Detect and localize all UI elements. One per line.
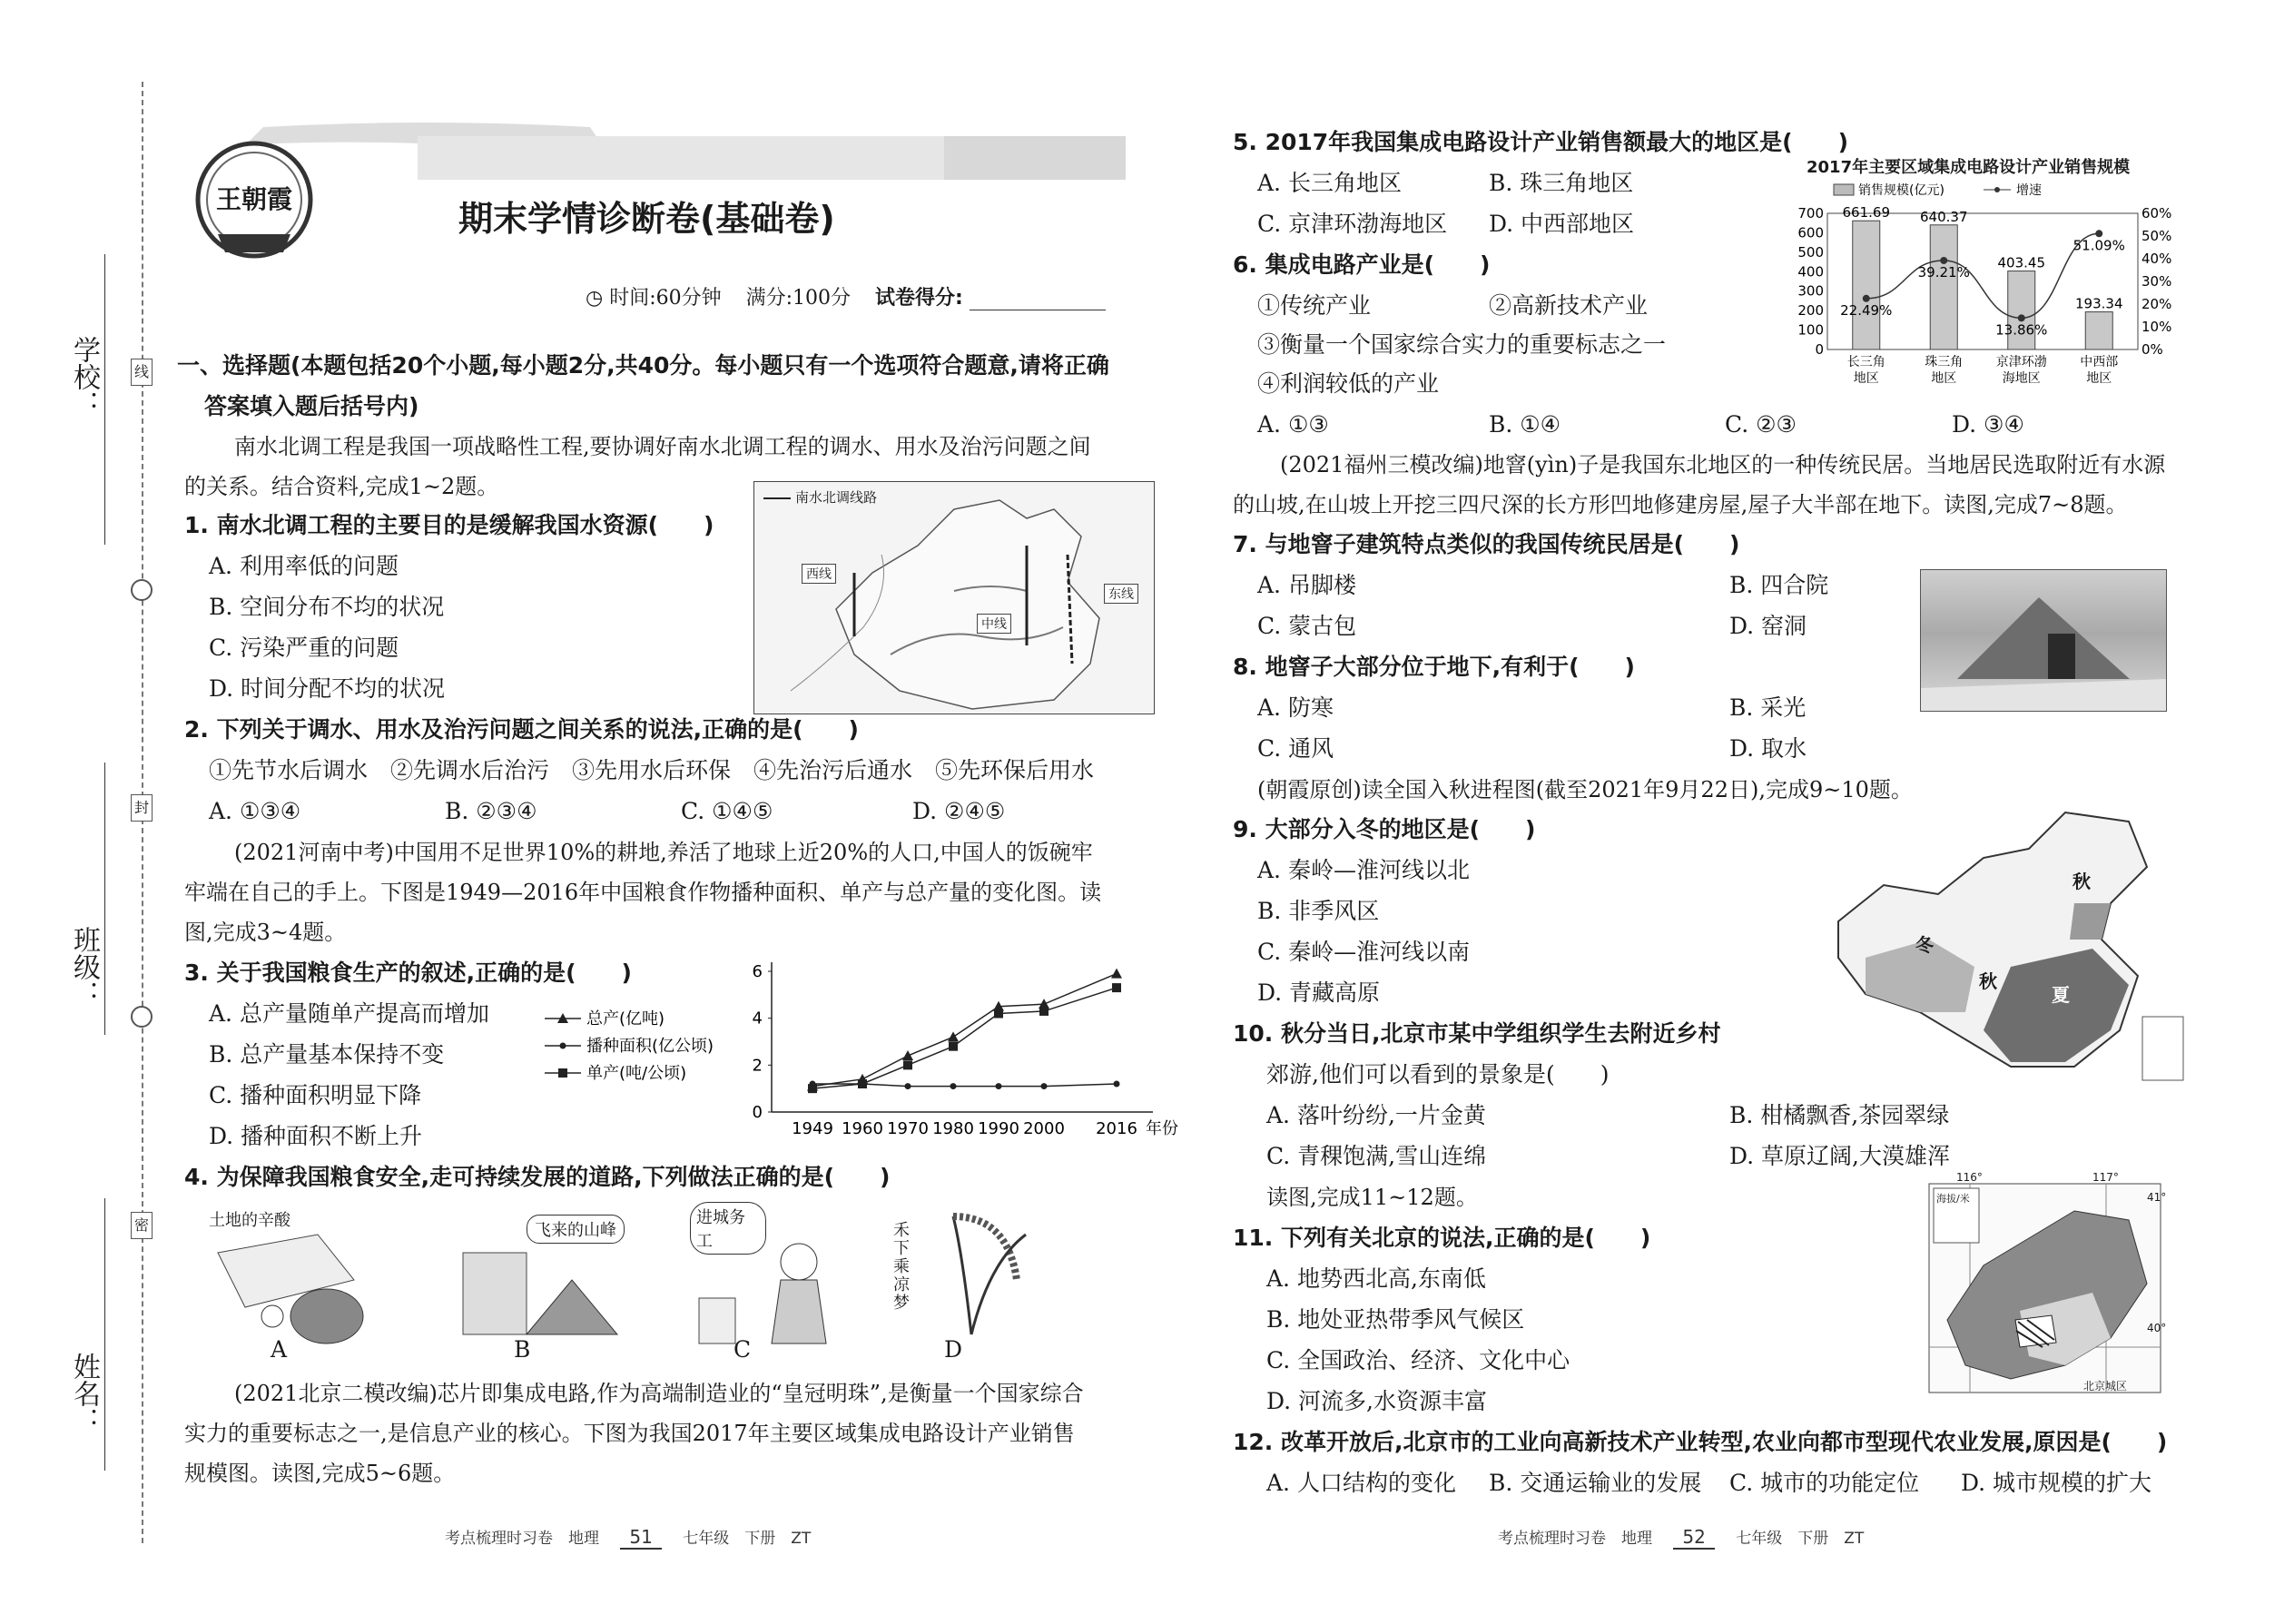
x-tick-label: 1970 [887,1119,929,1138]
map1-east-label: 东线 [1104,584,1138,604]
cartoon-c-drawing [690,1216,871,1353]
q12-stem: 12. 改革开放后,北京市的工业向高新技术产业转型,农业向都市型现代农业发展,原因是( ) [1233,1429,2168,1455]
map1-title: 南水北调线路 [795,489,878,506]
q5-option-d[interactable]: D. 中西部地区 [1489,211,1635,237]
q10-option-b[interactable]: B. 柑橘飘香,茶园翠绿 [1729,1102,1950,1128]
legend-line-label: 增速 [2016,183,2042,198]
category-label-1: 京津环渤 [1995,355,2047,369]
q2-items: ①先节水后调水 ②先调水后治污 ③先用水后环保 ④先治污后通水 ⑤先环保后用水 [209,757,1095,783]
q10-option-d[interactable]: D. 草原辽阔,大漠雄浑 [1729,1143,1950,1169]
category-label-1: 中西部 [2080,355,2119,369]
q3-option-b[interactable]: B. 总产量基本保持不变 [209,1041,445,1068]
y-tick-label: 2 [752,1056,763,1076]
q1-stem [184,506,714,546]
category-label-2: 地区 [2086,371,2112,386]
class-label: 班级： [68,926,100,1008]
q1-option-b[interactable]: B. 空间分布不均的状况 [209,594,445,620]
left-tick-label: 500 [1797,243,1824,261]
school-blank[interactable] [104,254,105,545]
q6-stem: 6. 集成电路产业是( ) [1233,251,1491,278]
y-tick-label: 4 [752,1009,763,1029]
map3-lat-41: 41° [2147,1191,2167,1204]
cartoon-d-drawing [890,1198,1053,1343]
q3-option-c[interactable]: C. 播种面积明显下降 [209,1082,422,1108]
cartoon-b-bubble: 飞来的山峰 [527,1215,625,1244]
growth-point [1863,295,1870,302]
growth-label: 51.09% [2072,237,2125,254]
point-dot [950,1083,957,1089]
score-input[interactable] [970,290,1106,310]
q3-stem: 3. 关于我国粮食生产的叙述,正确的是( ) [184,960,632,986]
class-blank[interactable] [104,763,105,1035]
legend-marker [560,1043,566,1049]
q4-stem: 4. 为保障我国粮食安全,走可持续发展的道路,下列做法正确的是( ) [184,1164,891,1190]
q6-option-d[interactable]: D. ③④ [1952,411,2024,438]
q12-option-c[interactable]: C. 城市的功能定位 [1729,1470,1920,1496]
sales-bar [2085,312,2112,349]
q8-option-a[interactable]: A. 防寒 [1257,694,1334,721]
x-tick-label: 1980 [932,1119,974,1138]
footer-right-book: 考点梳理时习卷 地理 [1498,1530,1652,1548]
china-autumn-map [1829,803,2188,1085]
q12-option-a[interactable]: A. 人口结构的变化 [1266,1470,1456,1496]
logo-text: 王朝霞 [215,184,292,214]
map1-west-label: 西线 [802,564,836,584]
sales-bar [1853,221,1880,349]
q9-option-a[interactable]: A. 秦岭—淮河线以北 [1257,857,1470,883]
binding-hole-2 [131,1006,153,1028]
footer-left-grade: 七年级 下册 ZT [683,1530,812,1548]
legend-label: 播种面积(亿公顷) [586,1037,714,1056]
point-square [903,1060,912,1069]
y-tick-label: 6 [752,962,763,981]
point-dot [996,1083,1002,1089]
q6-item-4: ④利润较低的产业 [1257,370,1440,397]
q8-option-c[interactable]: C. 通风 [1257,735,1334,762]
q1-option-c[interactable]: C. 污染严重的问题 [209,635,399,661]
legend-marker [558,1068,567,1078]
q4-option-a[interactable]: A [271,1336,288,1363]
map3-lon-117: 117° [2092,1171,2119,1184]
seal-mark [131,794,153,822]
point-square [858,1079,867,1088]
line-mark [131,359,153,386]
intro1-line2: 的关系。结合资料,完成1~2题。 [184,474,499,499]
series-line-0 [812,974,1117,1087]
school-label: 学校： [68,336,100,418]
q12-option-b[interactable]: B. 交通运输业的发展 [1489,1470,1702,1496]
category-label-2: 地区 [1931,371,1957,386]
growth-label: 22.49% [1840,301,1893,319]
q11-option-c[interactable]: C. 全国政治、经济、文化中心 [1266,1347,1570,1373]
q4-option-d[interactable]: D [944,1336,963,1363]
beijing-map [1929,1171,2170,1407]
left-tick-label: 200 [1797,302,1824,320]
q11-option-b[interactable]: B. 地处亚热带季风气候区 [1266,1306,1525,1333]
map-drawing [754,482,1154,714]
footer-left-book: 考点梳理时习卷 地理 [445,1530,599,1548]
q9-option-d[interactable]: D. 青藏高原 [1257,979,1381,1006]
q9-option-b[interactable]: B. 非季风区 [1257,898,1380,924]
growth-point [2018,314,2025,321]
q2-option-d[interactable]: D. ②④⑤ [912,798,1006,824]
q5-option-b[interactable]: B. 珠三角地区 [1489,170,1634,196]
right-tick-label: 50% [2141,228,2172,244]
growth-point [1940,257,1947,264]
close-mark [131,1212,153,1239]
q6-option-b[interactable]: B. ①④ [1489,411,1561,438]
q6-option-a[interactable]: A. ①③ [1257,411,1329,438]
x-tick-label: 1949 [792,1119,833,1138]
footer-right [1498,1525,1864,1550]
exam-meta [586,282,1106,310]
point-dot [905,1083,911,1089]
beijing-map-drawing [1929,1184,2170,1420]
map2-summer: 夏 [2052,984,2070,1006]
intro3-line3: 规模图。读图,完成5~6题。 [184,1461,456,1486]
growth-line [1866,233,2100,318]
grain-production-chart [545,953,1178,1162]
sales-label: 403.45 [1997,254,2045,271]
intro3-line1: (2021北京二模改编)芯片即集成电路,作为高端制造业的“皇冠明珠”,是衡量一个国家综合 [234,1381,1084,1406]
q5-stem: 5. 2017年我国集成电路设计产业销售额最大的地区是( ) [1233,129,1849,155]
full-score: 满分:100分 [745,287,852,310]
map1-middle-label: 中线 [977,614,1011,634]
name-blank[interactable] [104,1198,105,1471]
q1-stem-text: 1. 南水北调工程的主要目的是缓解我国水资源( ) [184,512,714,538]
left-tick-label: 100 [1797,321,1824,339]
q7-option-d[interactable]: D. 窑洞 [1729,613,1807,639]
cartoon-b[interactable] [445,1207,645,1353]
left-tick-label: 300 [1797,282,1824,300]
q10-stem: 10. 秋分当日,北京市某中学组织学生去附近乡村 [1233,1020,1721,1047]
right-tick-label: 30% [2141,273,2172,290]
footer-right-grade: 七年级 下册 ZT [1736,1530,1865,1548]
q10-stem-2: 郊游,他们可以看到的景象是( ) [1266,1061,1610,1088]
map3-urban-legend: 北京城区 [2083,1380,2128,1393]
y-tick-label: 0 [752,1103,763,1122]
point-square [1039,1007,1049,1016]
q3-option-a[interactable]: A. 总产量随单产提高而增加 [209,1000,489,1027]
score-label: 试卷得分: [875,287,963,310]
close-mark-text: 密 [133,1216,149,1234]
legend-line-dot [1994,187,2000,192]
q5-option-a[interactable]: A. 长三角地区 [1257,170,1402,196]
point-triangle [902,1050,913,1060]
map3-lat-40: 40° [2147,1322,2167,1334]
point-dot [1114,1081,1120,1088]
binding-hole-1 [131,579,153,601]
intro2-line2: 牢端在自己的手上。下图是1949—2016年中国粮食作物播种面积、单产与总产量的变化图。读 [184,880,1102,905]
point-square [994,1009,1003,1019]
right-tick-label: 10% [2141,319,2172,335]
growth-point [2095,230,2102,237]
legend-bar-label: 销售规模(亿元) [1858,183,1944,198]
q6-item-2: ②高新技术产业 [1489,292,1649,319]
q7-option-a[interactable]: A. 吊脚楼 [1257,572,1356,598]
map2-autumn-south: 秋 [1979,970,1997,992]
intro4-line2: 的山坡,在山坡上开挖三四尺深的长方形凹地修建房屋,屋子大半部在地下。读图,完成7~8题。 [1233,492,2128,517]
q2-option-a[interactable]: A. ①③④ [209,798,301,824]
map2-autumn-north: 秋 [2072,871,2091,892]
category-label-1: 珠三角 [1925,355,1964,369]
q2-option-c[interactable]: C. ①④⑤ [681,798,773,824]
section1-heading-2: 答案填入题后括号内) [204,393,419,419]
series-line-2 [812,988,1117,1088]
category-label-1: 长三角 [1846,355,1885,369]
seal-mark-text: 封 [133,799,149,816]
intro1-line1: 南水北调工程是我国一项战略性工程,要协调好南水北调工程的调水、用水及治污问题之间 [234,434,1091,459]
q11-option-d[interactable]: D. 河流多,水资源丰富 [1266,1388,1487,1414]
left-tick-label: 400 [1797,263,1824,281]
section1-heading: 一、选择题(本题包括20个小题,每小题2分,共40分。每小题只有一个选项符合题意,请将正确 [177,352,1109,379]
q6-item-3: ③衡量一个国家综合实力的重要标志之一 [1257,331,1667,358]
q3-option-d[interactable]: D. 播种面积不断上升 [209,1123,423,1149]
footer-left-page: 51 [620,1526,661,1550]
right-tick-label: 0% [2141,341,2163,358]
growth-label: 39.21% [1917,263,1970,281]
page-title: 期末学情诊断卷(基础卷) [458,199,835,239]
cartoon-d-caption: 禾下乘凉梦 [893,1221,910,1313]
right-tick-label: 40% [2141,251,2172,267]
sales-label: 640.37 [1920,208,1968,225]
q11-option-a[interactable]: A. 地势西北高,东南低 [1266,1265,1486,1292]
footer-left [445,1525,811,1550]
q6-option-c[interactable]: C. ②③ [1725,411,1797,438]
name-label: 姓名： [68,1353,100,1434]
intro2-line1: (2021河南中考)中国用不足世界10%的耕地,养活了地球上近20%的人口,中国人的饭碗牢 [234,840,1093,865]
left-tick-label: 700 [1797,205,1824,221]
right-tick-label: 60% [2141,205,2172,221]
point-dot [1041,1083,1048,1089]
q8-stem: 8. 地窨子大部分位于地下,有利于( ) [1233,654,1635,680]
legend-label: 单产(吨/公顷) [586,1064,687,1083]
map3-legend-title: 海拔/米 [1936,1193,1970,1205]
q2-option-b[interactable]: B. ②③④ [445,798,537,824]
q4-option-b[interactable]: B [514,1336,531,1363]
cartoon-a-caption: 土地的辛酸 [209,1211,290,1230]
q4-option-c[interactable]: C [733,1336,752,1363]
right-tick-label: 20% [2141,296,2172,312]
sales-label: 193.34 [2075,295,2123,312]
q11-stem: 11. 下列有关北京的说法,正确的是( ) [1233,1225,1651,1251]
q8-option-d[interactable]: D. 取水 [1729,735,1807,762]
intro4-line1: (2021福州三模改编)地窨(yìn)子是我国东北地区的一种传统民居。当地居民选取附近有水源 [1280,452,2166,477]
cartoon-c[interactable] [690,1198,871,1353]
intro2-line3: 图,完成3~4题。 [184,920,347,945]
water-diversion-map [753,481,1155,714]
q12-option-d[interactable]: D. 城市规模的扩大 [1961,1470,2152,1496]
x-tick-label: 2000 [1023,1119,1065,1138]
cartoon-b-drawing [445,1225,645,1353]
x-tick-label: 1990 [978,1119,1019,1138]
q1-option-d[interactable]: D. 时间分配不均的状况 [209,675,446,702]
q1-option-a[interactable]: A. 利用率低的问题 [209,553,399,579]
category-label-2: 海地区 [2002,371,2041,386]
left-tick-label: 0 [1815,341,1824,358]
clock-icon: ◷ [586,287,610,310]
logo-badge [191,136,318,263]
q7-stem: 7. 与地窨子建筑特点类似的我国传统民居是( ) [1233,531,1740,557]
map2-winter: 冬 [1915,934,1934,956]
category-label-2: 地区 [1853,371,1879,386]
sales-bar [1930,225,1957,349]
q7-option-c[interactable]: C. 蒙古包 [1257,613,1357,639]
q10-option-a[interactable]: A. 落叶纷纷,一片金黄 [1266,1102,1486,1128]
q7-option-b[interactable]: B. 四合院 [1729,572,1829,598]
diyinzi-photo [1920,569,2167,712]
x-tick-label: 2016 [1096,1119,1137,1138]
ic-sales-chart [1784,177,2183,404]
intro3-line2: 实力的重要标志之一,是信息产业的核心。下图为我国2017年主要区域集成电路设计产业销售 [184,1421,1075,1446]
q6-item-1: ①传统产业 [1257,292,1372,319]
photo-drawing [1921,570,2166,711]
china-map-drawing [1829,803,2188,1085]
binding-margin [54,82,154,1552]
point-square [949,1042,958,1051]
x-tick-label: 1960 [842,1119,883,1138]
time-limit: 时间:60分钟 [609,287,722,310]
map3-lon-116: 116° [1956,1171,1983,1184]
q10-option-c[interactable]: C. 青稞饱满,雪山连绵 [1266,1143,1487,1169]
ic-chart-title: 2017年主要区域集成电路设计产业销售规模 [1807,158,2131,177]
x-axis-label: 年份 [1146,1119,1178,1138]
point-triangle [1111,969,1122,979]
line-mark-text: 线 [133,363,149,380]
q2-stem: 2. 下列关于调水、用水及治污问题之间关系的说法,正确的是( ) [184,716,859,743]
cartoon-a-drawing [209,1225,390,1353]
growth-label: 13.86% [1995,321,2048,339]
sales-label: 661.69 [1842,204,1890,221]
legend-bar-swatch [1834,184,1854,195]
left-tick-label: 600 [1797,224,1824,241]
point-square [1112,983,1121,992]
intro6-line1: 读图,完成11~12题。 [1266,1185,1478,1210]
q9-stem: 9. 大部分入冬的地区是( ) [1233,816,1536,842]
legend-label: 总产(亿吨) [586,1009,665,1029]
intro5-line1: (朝霞原创)读全国入秋进程图(截至2021年9月22日),完成9~10题。 [1257,777,1913,802]
q5-option-c[interactable]: C. 京津环渤海地区 [1257,211,1448,237]
point-square [808,1084,817,1093]
q9-option-c[interactable]: C. 秦岭—淮河线以南 [1257,939,1471,965]
q8-option-b[interactable]: B. 采光 [1729,694,1807,721]
point-triangle [948,1031,959,1041]
cartoon-d[interactable] [890,1198,1053,1353]
cartoon-a[interactable] [209,1207,390,1353]
footer-right-page: 52 [1673,1526,1714,1550]
cartoon-c-bubble: 进城务工 [690,1202,766,1255]
